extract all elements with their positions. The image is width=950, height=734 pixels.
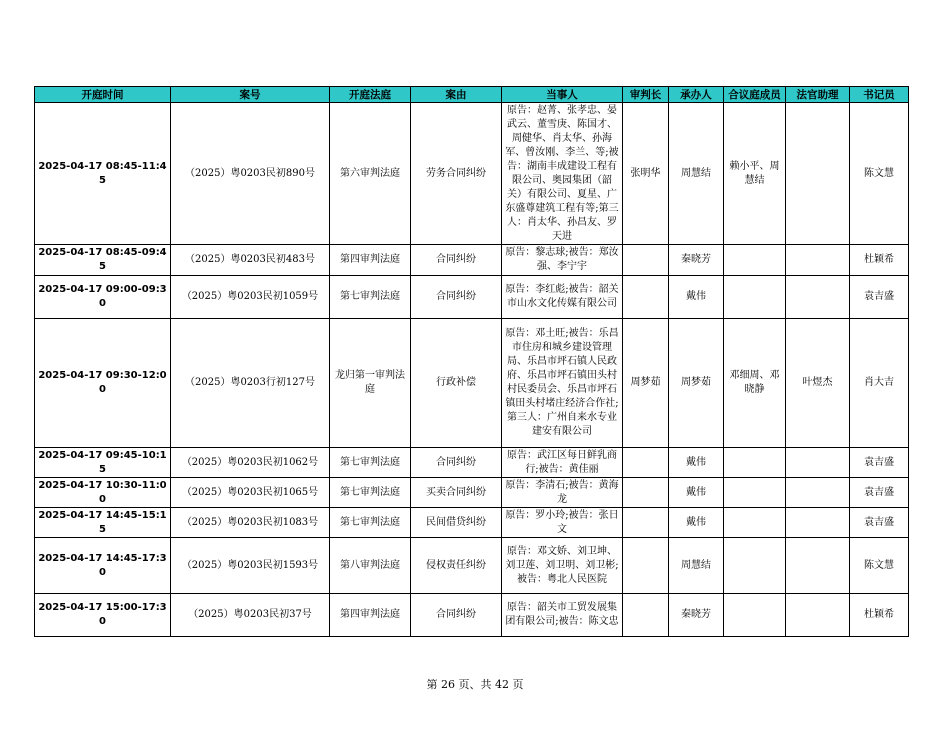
parties-cell: 原告：罗小玲;被告：张日文	[502, 508, 623, 538]
parties-cell: 原告：韶关市工贸发展集团有限公司;被告：陈文忠	[502, 594, 623, 637]
table-row	[35, 245, 909, 276]
table-row	[35, 508, 909, 538]
presiding-judge-cell	[623, 245, 669, 276]
panel-members-cell	[724, 594, 786, 637]
courtroom-cell: 第四审判法庭	[330, 594, 411, 637]
courtroom-cell: 第七审判法庭	[330, 276, 411, 319]
table-row	[35, 448, 909, 478]
hearing-schedule-table	[34, 86, 909, 637]
hearing-time-cell: 2025-04-17 14:45-15:15	[35, 508, 171, 538]
handler-cell: 秦晓芳	[669, 245, 724, 276]
case-number-cell: （2025）粤0203民初1593号	[171, 538, 330, 594]
presiding-judge-cell	[623, 538, 669, 594]
cause-cell: 行政补偿	[411, 319, 502, 448]
table-header-row	[35, 87, 909, 103]
judge-assistant-cell	[786, 594, 850, 637]
clerk-cell: 袁吉盛	[850, 448, 909, 478]
judge-assistant-cell	[786, 245, 850, 276]
clerk-cell: 陈文慧	[850, 538, 909, 594]
courtroom-cell: 第八审判法庭	[330, 538, 411, 594]
presiding-judge-cell	[623, 276, 669, 319]
clerk-cell: 杜颖希	[850, 245, 909, 276]
hearing-time-cell: 2025-04-17 09:30-12:00	[35, 319, 171, 448]
hearing-time-cell: 2025-04-17 09:45-10:15	[35, 448, 171, 478]
panel-members-cell	[724, 538, 786, 594]
handler-cell: 周梦茹	[669, 319, 724, 448]
cause-cell: 劳务合同纠纷	[411, 103, 502, 245]
handler-cell: 周慧结	[669, 103, 724, 245]
case-number-cell: （2025）粤0203民初1083号	[171, 508, 330, 538]
parties-cell: 原告：赵菁、张孝忠、晏武云、董雪庚、陈国才、周健华、肖太华、孙海军、曾汝刚、李兰、等;被告：湖南丰成建设工程有限公司、奥园集团（韶关）有限公司、夏星、广东盛尊建筑工程有等;第三人：肖太华、孙昌友、罗天进	[502, 103, 623, 245]
judge-assistant-cell	[786, 448, 850, 478]
table-row	[35, 103, 909, 245]
table-body	[35, 103, 909, 637]
case-number-cell: （2025）粤0203民初483号	[171, 245, 330, 276]
judge-assistant-cell	[786, 276, 850, 319]
header-courtroom: 开庭法庭	[330, 87, 411, 103]
hearing-time-cell: 2025-04-17 14:45-17:30	[35, 538, 171, 594]
hearing-time-cell: 2025-04-17 15:00-17:30	[35, 594, 171, 637]
header-cause: 案由	[411, 87, 502, 103]
parties-cell: 原告：邓土旺;被告：乐昌市住房和城乡建设管理局、乐昌市坪石镇人民政府、乐昌市坪石镇田头村村民委员会、乐昌市坪石镇田头村堵庄经济合作社;第三人：广州自来水专业建安有限公司	[502, 319, 623, 448]
handler-cell: 秦晓芳	[669, 594, 724, 637]
table-row	[35, 319, 909, 448]
parties-cell: 原告：武江区每日鲜乳商行;被告：黄佳丽	[502, 448, 623, 478]
panel-members-cell: 赖小平、周慧结	[724, 103, 786, 245]
cause-cell: 合同纠纷	[411, 594, 502, 637]
courtroom-cell: 第七审判法庭	[330, 508, 411, 538]
panel-members-cell	[724, 245, 786, 276]
hearing-time-cell: 2025-04-17 08:45-09:45	[35, 245, 171, 276]
hearing-time-cell: 2025-04-17 10:30-11:00	[35, 478, 171, 508]
judge-assistant-cell	[786, 508, 850, 538]
clerk-cell: 袁吉盛	[850, 478, 909, 508]
presiding-judge-cell: 张明华	[623, 103, 669, 245]
hearing-time-cell: 2025-04-17 09:00-09:30	[35, 276, 171, 319]
judge-assistant-cell	[786, 103, 850, 245]
handler-cell: 戴伟	[669, 276, 724, 319]
cause-cell: 合同纠纷	[411, 245, 502, 276]
hearing-time-cell: 2025-04-17 08:45-11:45	[35, 103, 171, 245]
clerk-cell: 杜颖希	[850, 594, 909, 637]
courtroom-cell: 龙归第一审判法庭	[330, 319, 411, 448]
case-number-cell: （2025）粤0203民初890号	[171, 103, 330, 245]
header-presiding-judge: 审判长	[623, 87, 669, 103]
cause-cell: 民间借贷纠纷	[411, 508, 502, 538]
handler-cell: 戴伟	[669, 508, 724, 538]
parties-cell: 原告：黎志球;被告：郑汝强、李宁宇	[502, 245, 623, 276]
judge-assistant-cell	[786, 538, 850, 594]
panel-members-cell	[724, 448, 786, 478]
header-parties: 当事人	[502, 87, 623, 103]
handler-cell: 周慧结	[669, 538, 724, 594]
case-number-cell: （2025）粤0203民初37号	[171, 594, 330, 637]
parties-cell: 原告：李红彪;被告：韶关市山水文化传媒有限公司	[502, 276, 623, 319]
table-row	[35, 538, 909, 594]
presiding-judge-cell	[623, 478, 669, 508]
handler-cell: 戴伟	[669, 448, 724, 478]
presiding-judge-cell: 周梦茹	[623, 319, 669, 448]
header-case-number: 案号	[171, 87, 330, 103]
clerk-cell: 肖大吉	[850, 319, 909, 448]
case-number-cell: （2025）粤0203民初1059号	[171, 276, 330, 319]
table-row	[35, 276, 909, 319]
courtroom-cell: 第七审判法庭	[330, 448, 411, 478]
page-number: 第 26 页、共 42 页	[426, 678, 524, 691]
presiding-judge-cell	[623, 508, 669, 538]
cause-cell: 合同纠纷	[411, 276, 502, 319]
judge-assistant-cell	[786, 478, 850, 508]
handler-cell: 戴伟	[669, 478, 724, 508]
parties-cell: 原告：李清石;被告：黄海龙	[502, 478, 623, 508]
courtroom-cell: 第六审判法庭	[330, 103, 411, 245]
table-row	[35, 594, 909, 637]
presiding-judge-cell	[623, 594, 669, 637]
parties-cell: 原告：邓文娇、刘卫坤、刘卫莲、刘卫明、刘卫彬;被告：粤北人民医院	[502, 538, 623, 594]
judge-assistant-cell: 叶煜杰	[786, 319, 850, 448]
case-number-cell: （2025）粤0203民初1062号	[171, 448, 330, 478]
case-number-cell: （2025）粤0203行初127号	[171, 319, 330, 448]
cause-cell: 侵权责任纠纷	[411, 538, 502, 594]
header-clerk: 书记员	[850, 87, 909, 103]
panel-members-cell	[724, 508, 786, 538]
courtroom-cell: 第四审判法庭	[330, 245, 411, 276]
header-hearing-time: 开庭时间	[35, 87, 171, 103]
panel-members-cell	[724, 276, 786, 319]
presiding-judge-cell	[623, 448, 669, 478]
cause-cell: 买卖合同纠纷	[411, 478, 502, 508]
cause-cell: 合同纠纷	[411, 448, 502, 478]
header-judge-assistant: 法官助理	[786, 87, 850, 103]
header-panel-members: 合议庭成员	[724, 87, 786, 103]
courtroom-cell: 第七审判法庭	[330, 478, 411, 508]
panel-members-cell	[724, 478, 786, 508]
table-row	[35, 478, 909, 508]
clerk-cell: 袁吉盛	[850, 508, 909, 538]
case-number-cell: （2025）粤0203民初1065号	[171, 478, 330, 508]
header-handler: 承办人	[669, 87, 724, 103]
clerk-cell: 袁吉盛	[850, 276, 909, 319]
clerk-cell: 陈文慧	[850, 103, 909, 245]
panel-members-cell: 邓细周、邓晓静	[724, 319, 786, 448]
